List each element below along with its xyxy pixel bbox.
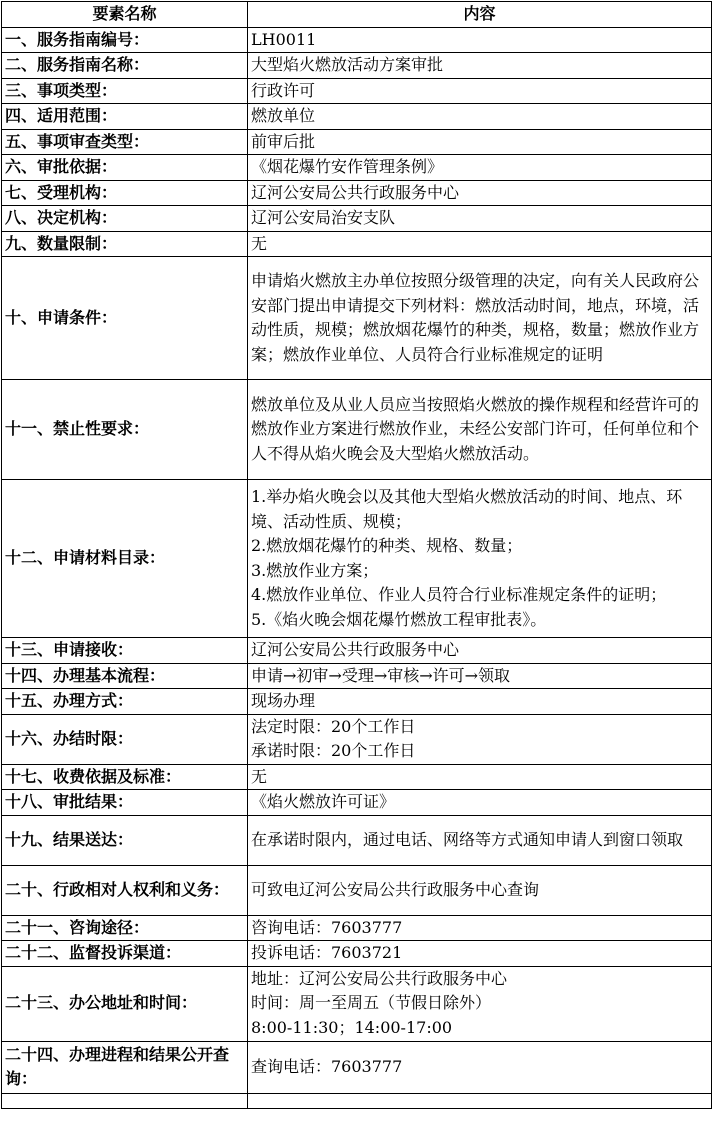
- table-row: [2, 638, 712, 664]
- header-content: 内容: [248, 2, 712, 28]
- table-row: [2, 206, 712, 232]
- row-label: 五、事项审查类型：: [2, 129, 248, 155]
- row-content: [248, 104, 712, 130]
- table-row: [2, 480, 712, 638]
- table-row: [2, 790, 712, 816]
- empty-cell: [248, 1093, 712, 1108]
- row-label: 四、适用范围：: [2, 104, 248, 130]
- content-line: 辽河公安局公共行政服务中心: [251, 640, 460, 659]
- content-line: 查询电话：7603777: [251, 1056, 403, 1076]
- row-content: [248, 1041, 712, 1093]
- table-row: [2, 27, 712, 53]
- content-line: 8:00-11:30；14:00-17:00: [251, 1017, 453, 1037]
- table-row: [2, 53, 712, 79]
- table-row: [2, 764, 712, 790]
- table-row: [2, 380, 712, 480]
- table-row: [2, 257, 712, 380]
- row-content: [248, 206, 712, 232]
- empty-cell: [2, 1093, 248, 1108]
- row-label: 十九、结果送达：: [2, 815, 248, 865]
- content-line: 《焰火燃放许可证》: [251, 792, 396, 811]
- row-content: [248, 180, 712, 206]
- content-line: 可致电辽河公安局公共行政服务中心查询: [251, 879, 540, 899]
- table-body: [2, 2, 712, 1109]
- content-line: 法定时限：20个工作日: [251, 716, 416, 736]
- row-label: 十、申请条件：: [2, 257, 248, 380]
- table-row: [2, 663, 712, 689]
- header-row: [2, 2, 712, 28]
- empty-row: [2, 1093, 712, 1108]
- table-row: [2, 78, 712, 104]
- row-content: [248, 53, 712, 79]
- row-label: 二十一、咨询途径：: [2, 915, 248, 941]
- row-content: [248, 78, 712, 104]
- row-content: [248, 865, 712, 915]
- content-line: 5.《焰火晚会烟花爆竹燃放工程审批表》。: [251, 609, 547, 629]
- table-row: [2, 714, 712, 764]
- row-content: [248, 966, 712, 1041]
- content-line: 申请焰火燃放主办单位按照分级管理的决定，向有关人民政府公安部门提出申请提交下列材料：燃放活动时间，地点，环境，活动性质，规模；燃放烟花爆竹的种类，规格，数量；燃放作业方案；燃放作业单位、人员符合行业标准规定的证明: [251, 271, 700, 364]
- content-line: 3.燃放作业方案；: [251, 560, 379, 580]
- row-label: 十六、办结时限：: [2, 714, 248, 764]
- row-label: 二十三、办公地址和时间：: [2, 966, 248, 1041]
- row-content: [248, 689, 712, 715]
- table-row: [2, 1041, 712, 1093]
- table-row: [2, 155, 712, 181]
- content-line: 辽河公安局治安支队: [251, 208, 396, 227]
- row-label: 十七、收费依据及标准：: [2, 764, 248, 790]
- row-content: [248, 155, 712, 181]
- row-content: [248, 231, 712, 257]
- row-content: [248, 257, 712, 380]
- header-element-name: 要素名称: [2, 2, 248, 28]
- row-content: [248, 129, 712, 155]
- row-content: [248, 764, 712, 790]
- row-label: 十八、审批结果：: [2, 790, 248, 816]
- row-label: 三、事项类型：: [2, 78, 248, 104]
- table-row: [2, 966, 712, 1041]
- service-guide-table: [1, 1, 712, 1109]
- content-line: 辽河公安局公共行政服务中心: [251, 182, 460, 202]
- content-line: 4.燃放作业单位、作业人员符合行业标准规定条件的证明；: [251, 585, 667, 604]
- content-line: 承诺时限：20个工作日: [251, 741, 416, 760]
- content-line: 2.燃放烟花爆竹的种类、规格、数量；: [251, 536, 523, 555]
- row-label: 八、决定机构：: [2, 206, 248, 232]
- row-label: 二、服务指南名称：: [2, 53, 248, 79]
- row-content: [248, 638, 712, 664]
- content-line: 时间：周一至周五（节假日除外）: [251, 993, 492, 1013]
- row-content: [248, 714, 712, 764]
- row-label: 十二、申请材料目录：: [2, 480, 248, 638]
- row-content: [248, 663, 712, 689]
- row-label: 七、受理机构：: [2, 180, 248, 206]
- table-row: [2, 815, 712, 865]
- content-line: 无: [251, 766, 268, 786]
- row-content: [248, 815, 712, 865]
- table-row: [2, 865, 712, 915]
- content-line: 咨询电话：7603777: [251, 917, 403, 937]
- content-line: 1.举办焰火晚会以及其他大型焰火燃放活动的时间、地点、环境、活动性质、规模；: [251, 487, 683, 531]
- content-line: 燃放单位: [251, 106, 316, 125]
- table-row: [2, 915, 712, 941]
- row-label: 九、数量限制：: [2, 231, 248, 257]
- content-line: 大型焰火燃放活动方案审批: [251, 55, 444, 74]
- row-label: 十四、办理基本流程：: [2, 663, 248, 689]
- content-line: 燃放单位及从业人员应当按照焰火燃放的操作规程和经营许可的燃放作业方案进行燃放作业，未经公安部门许可，任何单位和个人不得从焰火晚会及大型焰火燃放活动。: [251, 394, 700, 463]
- row-content: [248, 380, 712, 480]
- row-label: 十五、办理方式：: [2, 689, 248, 715]
- table-row: [2, 689, 712, 715]
- content-line: 投诉电话：7603721: [251, 943, 403, 962]
- table-row: [2, 104, 712, 130]
- table-row: [2, 129, 712, 155]
- row-label: 一、服务指南编号：: [2, 27, 248, 53]
- content-line: 申请→初审→受理→审核→许可→领取: [251, 665, 511, 685]
- table-row: [2, 180, 712, 206]
- row-label: 二十、行政相对人权利和义务：: [2, 865, 248, 915]
- content-line: 《烟花爆竹安作管理条例》: [251, 157, 444, 176]
- content-line: 前审后批: [251, 131, 316, 151]
- row-content: [248, 480, 712, 638]
- row-label: 十一、禁止性要求：: [2, 380, 248, 480]
- row-content: [248, 27, 712, 53]
- content-line: 无: [251, 233, 268, 253]
- row-label: 二十四、办理进程和结果公开查询：: [2, 1041, 248, 1093]
- content-line: 现场办理: [251, 691, 316, 710]
- table-row: [2, 941, 712, 967]
- content-line: LH0011: [251, 29, 317, 49]
- row-label: 十三、申请接收：: [2, 638, 248, 664]
- content-line: 行政许可: [251, 80, 316, 100]
- row-label: 六、审批依据：: [2, 155, 248, 181]
- row-content: [248, 790, 712, 816]
- row-label: 二十二、监督投诉渠道：: [2, 941, 248, 967]
- table-row: [2, 231, 712, 257]
- content-line: 在承诺时限内，通过电话、网络等方式通知申请人到窗口领取: [251, 829, 684, 849]
- content-line: 地址：辽河公安局公共行政服务中心: [251, 968, 508, 988]
- row-content: [248, 941, 712, 967]
- row-content: [248, 915, 712, 941]
